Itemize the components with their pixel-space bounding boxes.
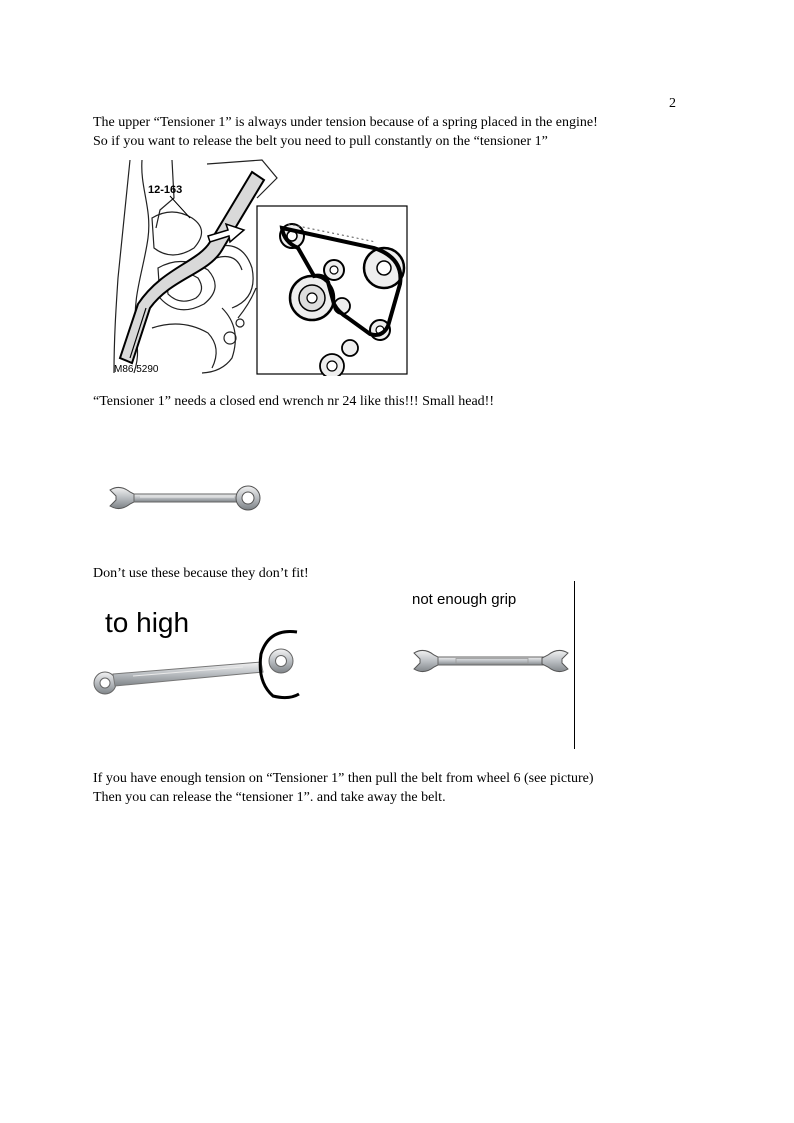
- divider-line: [574, 581, 575, 749]
- to-high-label: to high: [105, 607, 190, 638]
- intro-line-2: So if you want to release the belt you need to pull constantly on the “tensioner 1”: [93, 134, 548, 149]
- closed-end-wrench-note: “Tensioner 1” needs a closed end wrench nr 24 like this!!! Small head!!: [93, 394, 494, 409]
- offset-ring-wrench-image: [93, 628, 301, 700]
- release-line-1: If you have enough tension on “Tensioner 1” then pull the belt from wheel 6 (see picture): [93, 771, 594, 786]
- engine-belt-diagram: [112, 158, 408, 376]
- release-line-2: Then you can release the “tensioner 1”. and take away the belt.: [93, 790, 446, 805]
- intro-line-1: The upper “Tensioner 1” is always under tension because of a spring placed in the engine!: [93, 115, 598, 130]
- not-enough-grip-label: not enough grip: [412, 591, 517, 608]
- closed-end-wrench-image: [106, 484, 264, 512]
- open-end-wrench-image: [412, 647, 570, 675]
- warning-note: Don’t use these because they don’t fit!: [93, 566, 309, 581]
- tool-label: 12-163: [148, 184, 183, 196]
- figure-id-label: M86 5290: [114, 364, 159, 375]
- page-number: 2: [669, 96, 676, 111]
